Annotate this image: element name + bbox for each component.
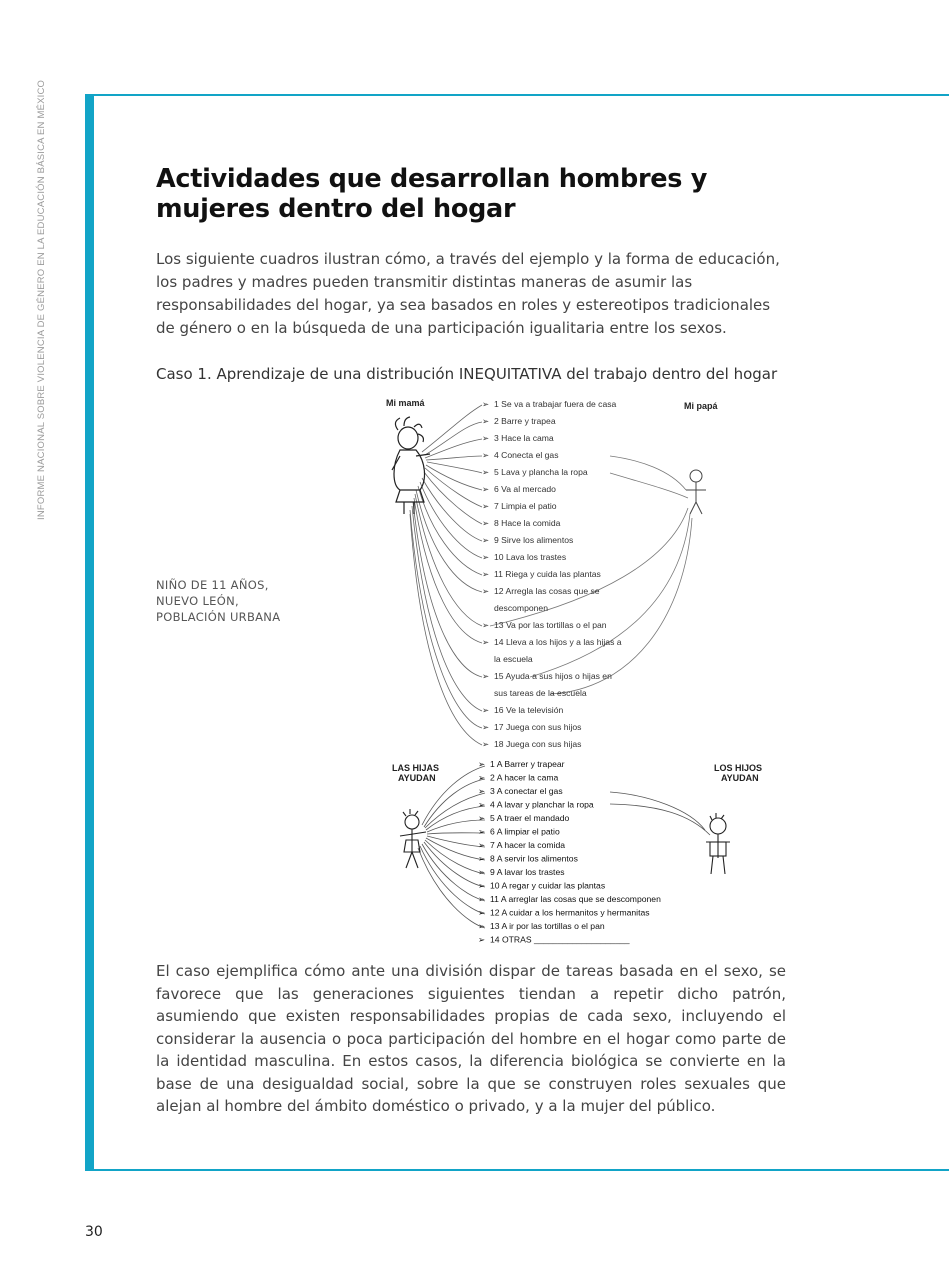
list-arrow-icon: ➢ [482,569,490,579]
caption-line: NIÑO DE 11 AÑOS, [156,578,269,592]
list-item: 6 Va al mercado [494,484,556,494]
list-arrow-icon: ➢ [482,518,490,528]
list-arrow-icon: ➢ [482,637,490,647]
list-item: 17 Juega con sus hijos [494,722,582,732]
hijos-label: AYUDAN [721,773,759,783]
list-item: 14 OTRAS ____________________ [490,934,630,945]
list-arrow-icon: ➢ [482,586,490,596]
list-arrow-icon: ➢ [482,399,490,409]
list-arrow-icon: ➢ [482,433,490,443]
page-title: Actividades que desarrollan hombres y mujeres dentro del hogar [156,164,708,224]
list-arrow-icon: ➢ [478,799,486,810]
intro-paragraph: Los siguiente cuadros ilustran cómo, a través del ejemplo y la forma de educación, los padres y madres pueden transmitir distintas maneras de asumir las responsabilidades del hogar, ya sea basados en roles y estereotipos tradicionales de género o en la búsqueda de una participación igualitaria entre los sexos. [156,250,780,337]
list-item: 2 A hacer la cama [490,772,559,783]
list-item: 6 A limpiar el patio [490,826,560,837]
list-item: 4 Conecta el gas [494,450,559,460]
list-item: 7 A hacer la comida [490,840,566,850]
child-activity-list [478,759,661,945]
list-item: 1 Se va a trabajar fuera de casa [494,399,617,409]
accent-bar-vertical [85,94,94,1171]
accent-rule-top [94,94,949,96]
list-item: 13 Va por las tortillas o el pan [494,620,607,630]
list-item: descomponen [494,603,548,613]
father-figure-drawing [686,470,706,514]
list-item: la escuela [494,654,533,664]
list-item: 13 A ir por las tortillas o el pan [490,921,605,931]
case-heading: Caso 1. Aprendizaje de una distribución INEQUITATIVA del trabajo dentro del hogar [156,365,778,383]
drawing-canvas [370,390,790,950]
list-arrow-icon: ➢ [478,840,486,850]
list-item: 8 Hace la comida [494,518,561,528]
list-item: 12 A cuidar a los hermanitos y hermanitas [490,907,650,918]
hijas-label: AYUDAN [398,773,436,783]
list-arrow-icon: ➢ [482,705,490,715]
list-item: 14 Lleva a los hijos y a las hijas a [494,637,622,647]
list-arrow-icon: ➢ [478,759,486,769]
hijos-label: LOS HIJOS [714,763,763,773]
list-arrow-icon: ➢ [478,880,486,891]
list-arrow-icon: ➢ [482,552,490,562]
list-arrow-icon: ➢ [478,934,486,945]
running-header-vertical: INFORME NACIONAL SOBRE VIOLENCIA DE GÉNERO EN LA EDUCACIÓN BÁSICA EN MÉXICO [36,79,47,520]
list-arrow-icon: ➢ [478,867,486,877]
parent-activity-list [482,399,622,749]
list-arrow-icon: ➢ [482,450,490,460]
list-arrow-icon: ➢ [482,620,490,630]
figure-caption [156,577,336,625]
caption-line: NUEVO LEÓN, [156,594,239,608]
list-arrow-icon: ➢ [478,907,486,918]
list-arrow-icon: ➢ [478,853,486,864]
list-item: 3 A conectar el gas [490,786,563,796]
list-item: sus tareas de la escuela [494,688,587,698]
list-arrow-icon: ➢ [482,467,490,477]
list-arrow-icon: ➢ [478,813,486,823]
list-item: 9 Sirve los alimentos [494,535,574,545]
list-item: 15 Ayuda a sus hijos o hijas en [494,671,612,681]
list-item: 1 A Barrer y trapear [490,759,565,769]
list-item: 5 Lava y plancha la ropa [494,467,588,477]
conclusion-paragraph: El caso ejemplifica cómo ante una división dispar de tareas basada en el sexo, se favorece que las generaciones siguientes tiendan a repetir dicho patrón, asumiendo que existen responsabilidades propias de cada sexo, incluyendo el considerar la ausencia o poca participación del hombre en el hogar como parte de la identidad masculina. En estos casos, la diferencia biológica se convierte en la base de una desigualdad social, sobre la que se construyen roles sexuales que alejan al hombre del ámbito doméstico o privado, y a la mujer del público. [156,962,786,1115]
mother-connection-lines [410,405,482,745]
list-arrow-icon: ➢ [478,826,486,837]
list-item: 7 Limpia el patio [494,501,557,511]
list-item: 11 Riega y cuida las plantas [494,569,601,579]
list-item: 11 A arreglar las cosas que se descomponen [490,894,661,904]
list-item: 12 Arregla las cosas que se [494,586,600,596]
list-item: 2 Barre y trapea [494,416,556,426]
list-arrow-icon: ➢ [482,416,490,426]
list-item: 4 A lavar y planchar la ropa [490,799,594,810]
list-arrow-icon: ➢ [482,484,490,494]
list-item: 10 Lava los trastes [494,552,567,562]
caption-line: POBLACIÓN URBANA [156,610,281,624]
list-item: 16 Ve la televisión [494,705,564,715]
list-item: 18 Juega con sus hijas [494,739,582,749]
list-arrow-icon: ➢ [478,921,486,931]
mother-figure-drawing [392,417,430,514]
list-item: 5 A traer el mandado [490,813,570,823]
list-arrow-icon: ➢ [482,722,490,732]
list-arrow-icon: ➢ [478,894,486,904]
list-arrow-icon: ➢ [478,772,486,783]
accent-rule-bottom [94,1169,949,1171]
son-connection-lines [610,792,710,835]
list-item: 8 A servir los alimentos [490,853,578,864]
papa-label: Mi papá [684,401,718,411]
hijas-label: LAS HIJAS [392,763,440,773]
list-arrow-icon: ➢ [482,671,490,681]
daughter-connection-lines [418,766,485,928]
daughter-figure-drawing [400,809,426,868]
page-number: 30 [85,1224,103,1240]
son-figure-drawing [706,813,730,874]
mama-label: Mi mamá [386,398,425,408]
list-arrow-icon: ➢ [482,739,490,749]
list-arrow-icon: ➢ [478,786,486,796]
list-arrow-icon: ➢ [482,535,490,545]
list-item: 10 A regar y cuidar las plantas [490,880,606,891]
list-item: 3 Hace la cama [494,433,554,443]
list-item: 9 A lavar los trastes [490,867,565,877]
child-drawing-figure [370,390,790,950]
list-arrow-icon: ➢ [482,501,490,511]
